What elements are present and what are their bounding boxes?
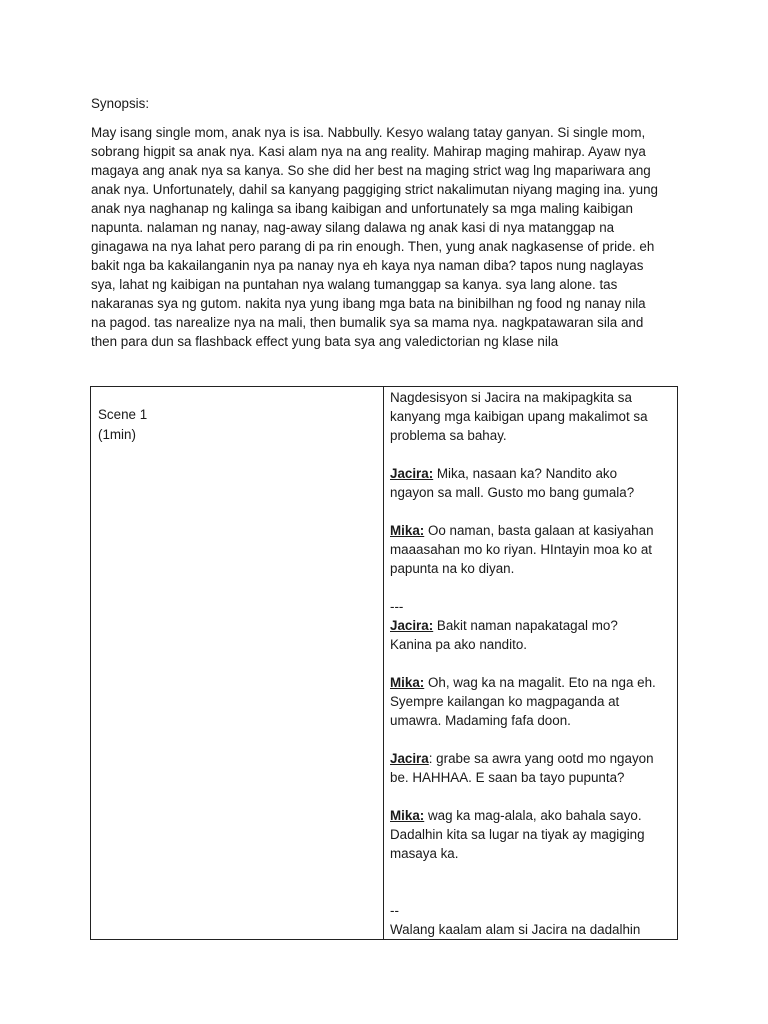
synopsis-line: May isang single mom, anak nya is isa. Nabbully. Kesyo walang tatay ganyan. Si single mom, xyxy=(91,125,646,140)
dialogue-line xyxy=(390,464,677,502)
dialogue-line xyxy=(390,806,677,863)
synopsis-line: na pagod. tas narealize nya na mali, then bumalik sya sa mama nya. nagkpatawaran sila and xyxy=(91,315,644,330)
scene-separator: -- xyxy=(390,903,399,918)
synopsis-line: anak nya naghanap ng kalinga sa ibang kaibigan and unfortunately sa mga maling kaibigan xyxy=(91,201,633,216)
dialogue-text: Kanina pa ako nandito. xyxy=(390,637,527,652)
dialogue-text: Mika, nasaan ka? Nandito ako xyxy=(433,466,618,481)
scene-info-cell xyxy=(91,387,384,940)
synopsis-line: napunta. nalaman ng nanay, nag-away silang dalawa ng anak kasi di nya matanggap na xyxy=(91,220,615,235)
dialogue-text: ngayon sa mall. Gusto mo bang gumala? xyxy=(390,485,635,500)
dialogue-text: Oh, wag ka na magalit. Eto na nga eh. xyxy=(424,675,656,690)
script-table xyxy=(90,386,678,940)
scene-description xyxy=(390,388,677,445)
synopsis-paragraph xyxy=(91,123,691,351)
scene-separator: --- xyxy=(390,599,404,614)
dialogue-text: Dadalhin kita sa lugar na tiyak ay magiging xyxy=(390,827,645,842)
dialogue-text: Oo naman, basta galaan at kasiyahan xyxy=(424,523,654,538)
dialogue-cell xyxy=(384,387,678,940)
dialogue-line xyxy=(390,673,677,730)
synopsis-line: magaya ang anak nya sa kanya. So she did her best na maging strict wag lng mapariwara ang xyxy=(91,163,651,178)
synopsis-line: then para dun sa flashback effect yung bata sya ang valedictorian ng klase nila xyxy=(91,334,559,349)
dialogue-line xyxy=(390,521,677,578)
speaker-name: Mika: xyxy=(390,675,425,690)
synopsis-line: anak nya. Unfortunately, dahil sa kanyang paggiging strict nakalimutan niyang maging ina. yung xyxy=(91,182,658,197)
speaker-name: Mika: xyxy=(390,808,425,823)
speaker-name: Jacira: xyxy=(390,618,434,633)
synopsis-line: bakit nga ba kakailanganin nya pa nanay nya eh kaya nya naman diba? tapos nung naglayas xyxy=(91,258,644,273)
dialogue-line xyxy=(390,616,677,654)
dialogue-text: wag ka mag-alala, ako bahala sayo. xyxy=(424,808,642,823)
dialogue-line xyxy=(390,749,677,787)
dialogue-text: papunta na ko diyan. xyxy=(390,561,515,576)
dialogue-text: maaasahan mo ko riyan. HIntayin moa ko at xyxy=(390,542,652,557)
dialogue-text: Syempre kailangan ko magpaganda at xyxy=(390,694,620,709)
description-line: kanyang mga kaibigan upang makalimot sa xyxy=(390,409,648,424)
speaker-name: Mika: xyxy=(390,523,425,538)
scene-row xyxy=(91,387,678,940)
description-line: problema sa bahay. xyxy=(390,428,507,443)
synopsis-heading: Synopsis: xyxy=(91,96,150,111)
synopsis-line: ginagawa na nya lahat pero parang di pa rin enough. Then, yung anak nagkasense of pride. eh xyxy=(91,239,655,254)
scene-duration: (1min) xyxy=(98,427,136,442)
dialogue-text: umawra. Madaming fafa doon. xyxy=(390,713,571,728)
speaker-name: Jacira: xyxy=(390,466,434,481)
dialogue-text: Bakit naman napakatagal mo? xyxy=(433,618,618,633)
dialogue-text: be. HAHHAA. E saan ba tayo pupunta? xyxy=(390,770,625,785)
dialogue-text: : grabe sa awra yang ootd mo ngayon xyxy=(428,751,654,766)
speaker-name: Jacira xyxy=(390,751,429,766)
dialogue-text: masaya ka. xyxy=(390,846,459,861)
description-line: Nagdesisyon si Jacira na makipagkita sa xyxy=(390,390,632,405)
scene-title: Scene 1 xyxy=(98,407,148,422)
description-line: Walang kaalam alam si Jacira na dadalhin xyxy=(390,922,641,937)
synopsis-line: sobrang higpit sa anak nya. Kasi alam nya na ang reality. Mahirap maging mahirap. Ayaw nya xyxy=(91,144,646,159)
synopsis-line: nakaranas sya ng gutom. nakita nya yung ibang mga bata na binibilhan ng food ng nanay nila xyxy=(91,296,646,311)
synopsis-line: sya, lahat ng kaibigan na puntahan nya walang tumanggap sa kanya. sya lang alone. tas xyxy=(91,277,618,292)
